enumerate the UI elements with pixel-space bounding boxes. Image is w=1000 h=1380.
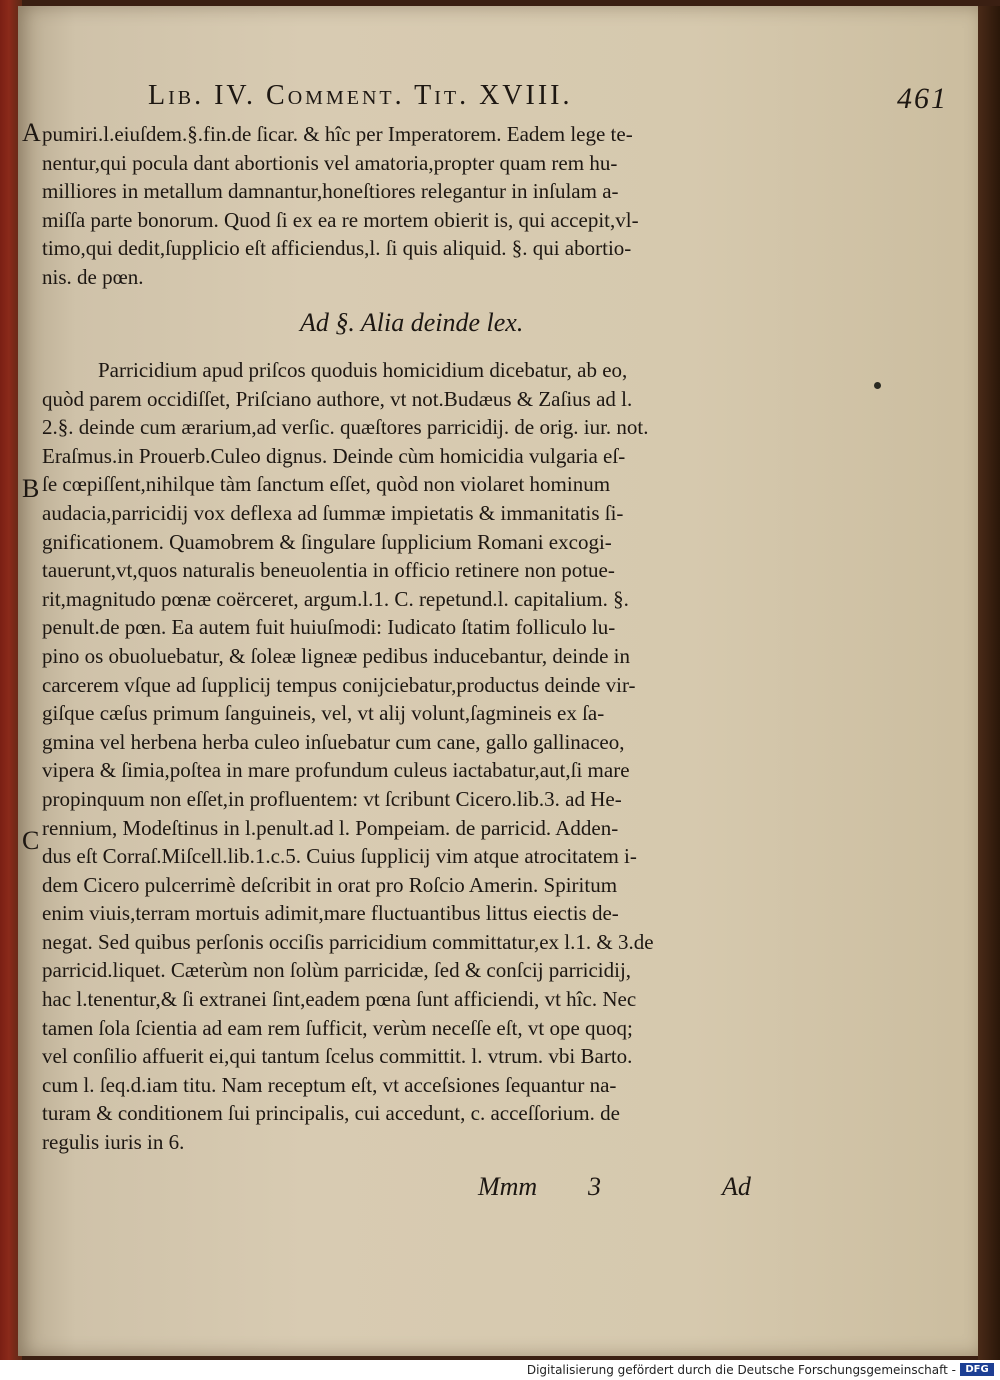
signature-mark: Mmm <box>478 1172 538 1201</box>
text-line: penult.de pœn. Ea autem fuit huiuſmodi: Iudicato ſtatim folliculo lu- <box>42 615 616 640</box>
text-line: negat. Sed quibus perſonis occiſis parricidium committatur,ex l.1. & 3.de <box>42 929 654 954</box>
text-line: Parricidium apud priſcos quoduis homicidium dicebatur, ab eo, <box>98 358 628 382</box>
text-line: 2.§. deinde cum ærarium,ad verſic. quæſtores parricidij. de orig. iur. not. <box>42 415 649 440</box>
text-line: milliores in metallum damnantur,honeſtiores relegantur in inſulam a- <box>42 179 619 204</box>
margin-letter-a: A <box>22 118 41 147</box>
text-line: ſe cœpiſſent,nihilque tàm ſanctum eſſet, quòd non violaret hominum <box>42 472 611 497</box>
text-line: turam & conditionem ſui principalis, cui accedunt, c. acceſſorium. de <box>42 1101 620 1126</box>
text-line: gnificationem. Quamobrem & ſingulare ſupplicium Romani excogi- <box>42 529 612 554</box>
text-line: rit,magnitudo pœnæ coërceret, argum.l.1. C. repetund.l. capitalium. §. <box>42 586 629 611</box>
page-number: 461 <box>897 82 948 115</box>
text-line: giſque cæſus primum ſanguineis, vel, vt alij volunt,ſagmineis ex ſa- <box>42 701 605 726</box>
text-line: regulis iuris in 6. <box>42 1130 185 1155</box>
text-line: tauerunt,vt,quos naturalis beneuolentia in officio retinere non potue- <box>42 558 615 583</box>
paragraph-2 <box>42 356 782 1157</box>
text-line: nis. de pœn. <box>42 264 144 289</box>
text-line: vipera & ſimia,poſtea in mare profundum culeus iactabatur,aut,ſi mare <box>42 758 630 783</box>
text-line: cum l. ſeq.d.iam titu. Nam receptum eſt, vt acceſsiones ſequantur na- <box>42 1072 617 1097</box>
digitization-credit: Digitalisierung gefördert durch die Deutsche Forschungsgemeinschaft - <box>526 1363 956 1377</box>
text-line: propinquum non eſſet,in profluentem: vt ſcribunt Cicero.lib.3. ad He- <box>42 786 622 811</box>
paragraph-1 <box>42 120 782 292</box>
running-title: Lib. IV. Comment. Tit. XVIII. <box>148 80 573 111</box>
text-line: audacia,parricidij vox deflexa ad ſummæ impietatis & immanitatis ſi- <box>42 500 624 525</box>
margin-letter-c: C <box>22 826 40 855</box>
text-line: enim viuis,terram mortuis adimit,mare fluctuantibus littus eiectis de- <box>42 901 619 926</box>
page-header <box>148 80 948 120</box>
dfg-logo-icon: DFG <box>960 1363 994 1376</box>
signature-number: 3 <box>588 1172 601 1201</box>
text-line: rennium, Modeſtinus in l.penult.ad l. Pompeiam. de parricid. Adden- <box>42 815 619 840</box>
text-line: carcerem vſque ad ſupplicij tempus conijciebatur,productus deinde vir- <box>42 672 636 697</box>
catchword: Ad <box>722 1172 751 1201</box>
text-line: timo,qui dedit,ſupplicio eſt afficiendus,l. ſi quis aliquid. §. qui abortio- <box>42 236 632 261</box>
text-line: quòd parem occidiſſet, Priſciano authore, vt not.Budæus & Zaſius ad l. <box>42 386 633 411</box>
text-line: vel conſilio affuerit ei,qui tantum ſcelus committit. l. vtrum. vbi Barto. <box>42 1044 633 1069</box>
margin-letter-b: B <box>22 474 40 503</box>
ink-speck <box>874 382 881 389</box>
page-edge <box>978 6 1000 1360</box>
section-heading: Ad §. Alia deinde lex. <box>300 308 524 337</box>
text-line: tamen ſola ſcientia ad eam rem ſufficit, verùm neceſſe eſt, vt ope quoq; <box>42 1015 633 1040</box>
text-line: Eraſmus.in Prouerb.Culeo dignus. Deinde cùm homicidia vulgaria eſ- <box>42 443 626 468</box>
text-line: dem Cicero pulcerrimè deſcribit in orat pro Roſcio Amerin. Spiritum <box>42 872 618 897</box>
text-line: parricid.liquet. Cæterùm non ſolùm parricidæ, ſed & conſcij parricidij, <box>42 958 632 983</box>
text-line: pino os obuoluebatur, & ſoleæ ligneæ pedibus inducebantur, deinde in <box>42 643 630 668</box>
text-line: miſſa parte bonorum. Quod ſi ex ea re mortem obierit is, qui accepit,vl- <box>42 207 639 232</box>
text-line: dus eſt Corraſ.Miſcell.lib.1.c.5. Cuius ſupplicij vim atque atrocitatem i- <box>42 844 637 869</box>
text-line: gmina vel herbena herba culeo inſuebatur cum cane, gallo gallinaceo, <box>42 729 625 754</box>
text-line: nentur,qui pocula dant abortionis vel amatoria,propter quam rem hu- <box>42 150 618 175</box>
text-line: hac l.tenentur,& ſi extranei ſint,eadem pœna ſunt afficiendi, vt hîc. Nec <box>42 987 637 1012</box>
text-line: pumiri.l.eiuſdem.§.fin.de ſicar. & hîc per Imperatorem. Eadem lege te- <box>42 122 633 146</box>
